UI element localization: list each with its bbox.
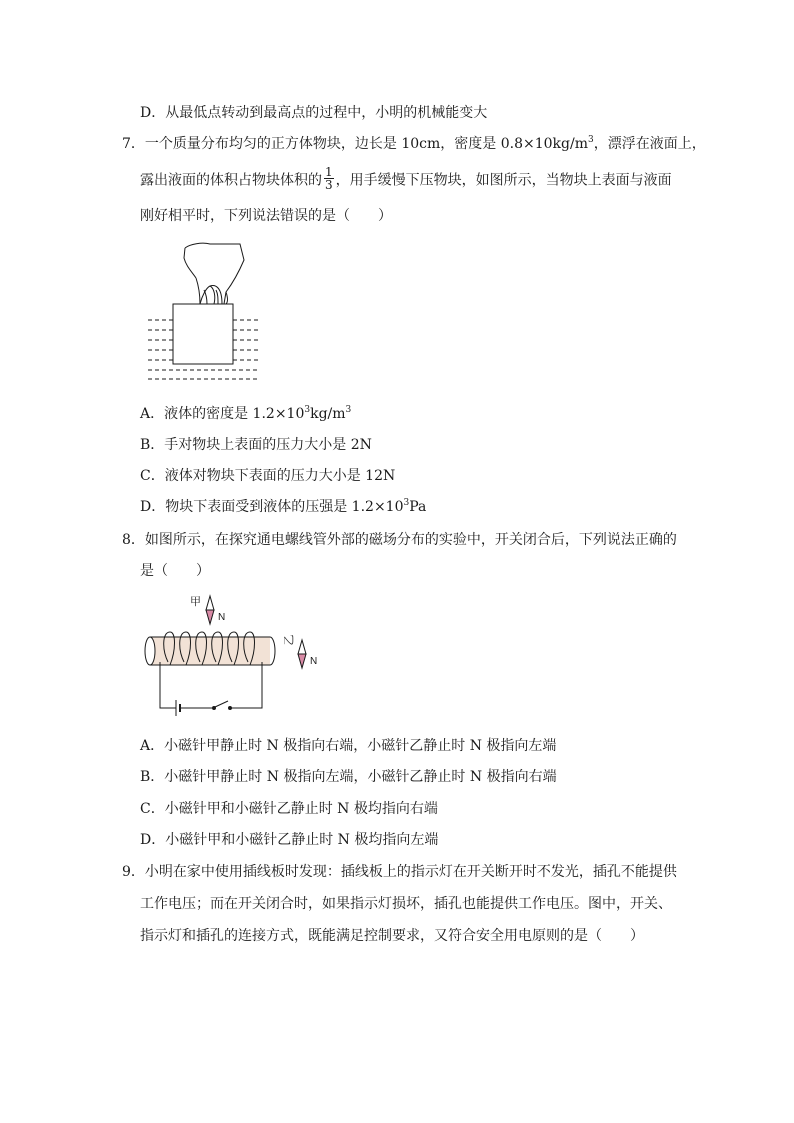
label-n-yi: N (310, 656, 318, 667)
q9-line-1: 9．小明在家中使用插线板时发现：插线板上的指示灯在开关断开时不发光，插孔不能提供 (122, 864, 677, 880)
q8-option-c: C．小磁针甲和小磁针乙静止时 N 极均指向右端 (140, 801, 438, 817)
q8-option-a: A．小磁针甲静止时 N 极指向右端，小磁针乙静止时 N 极指向左端 (140, 738, 557, 754)
q9-line-2: 工作电压；而在开关闭合时，如果指示灯损坏，插孔也能提供工作电压。图中，开关、 (140, 896, 672, 912)
q7-option-d: D．物块下表面受到液体的压强是 $1.2\times 10^3Pa$ (140, 498, 427, 515)
solenoid-diagram (140, 590, 340, 720)
q8-line-1: 8．如图所示，在探究通电螺线管外部的磁场分布的实验中，开关闭合后，下列说法正确的 (122, 532, 677, 548)
q7-line-2: 露出液面的体积占物块体积的 $\frac{1}{3}$ ，用手缓慢下压物块，如图所示，当物块上表面与液面 (140, 165, 672, 192)
q9-number: 9． (122, 864, 145, 880)
q8-figure-solenoid (140, 590, 340, 720)
q7-line-3: 刚好相平时，下列说法错误的是（ ） (140, 208, 392, 224)
q8-option-d: D．小磁针甲和小磁针乙静止时 N 极均指向左端 (140, 832, 439, 848)
q7-option-a: A．液体的密度是 $1.2\times 10^3kg/m^3$ (140, 405, 352, 422)
q8-number: 8． (122, 532, 145, 548)
q6-option-d: D．从最低点转动到最高点的过程中，小明的机械能变大 (140, 105, 488, 121)
q7-line-1: 7．一个质量分布均匀的正方体物块，边长是 10cm，密度是 $0.8\times 10kg/m^3$，漂浮在液面上， (122, 135, 706, 152)
label-yi: 乙 (282, 634, 296, 646)
q7-figure-hand-block (140, 240, 270, 385)
fraction-one-third: $\frac{1}{3}$ (325, 165, 333, 192)
q9-line-3: 指示灯和插孔的连接方式，既能满足控制要求，又符合安全用电原则的是（ ） (140, 928, 644, 944)
q8-line-2: 是（ ） (140, 563, 210, 579)
label-n-jia: N (218, 612, 226, 623)
q7-option-b: B．手对物块上表面的压力大小是 2N (140, 437, 372, 453)
q7-option-c: C．液体对物块下表面的压力大小是 12N (140, 468, 396, 484)
label-jia: 甲 (190, 595, 201, 608)
q7-number: 7． (122, 136, 145, 152)
q8-option-b: B．小磁针甲静止时 N 极指向左端，小磁针乙静止时 N 极指向右端 (140, 769, 557, 785)
